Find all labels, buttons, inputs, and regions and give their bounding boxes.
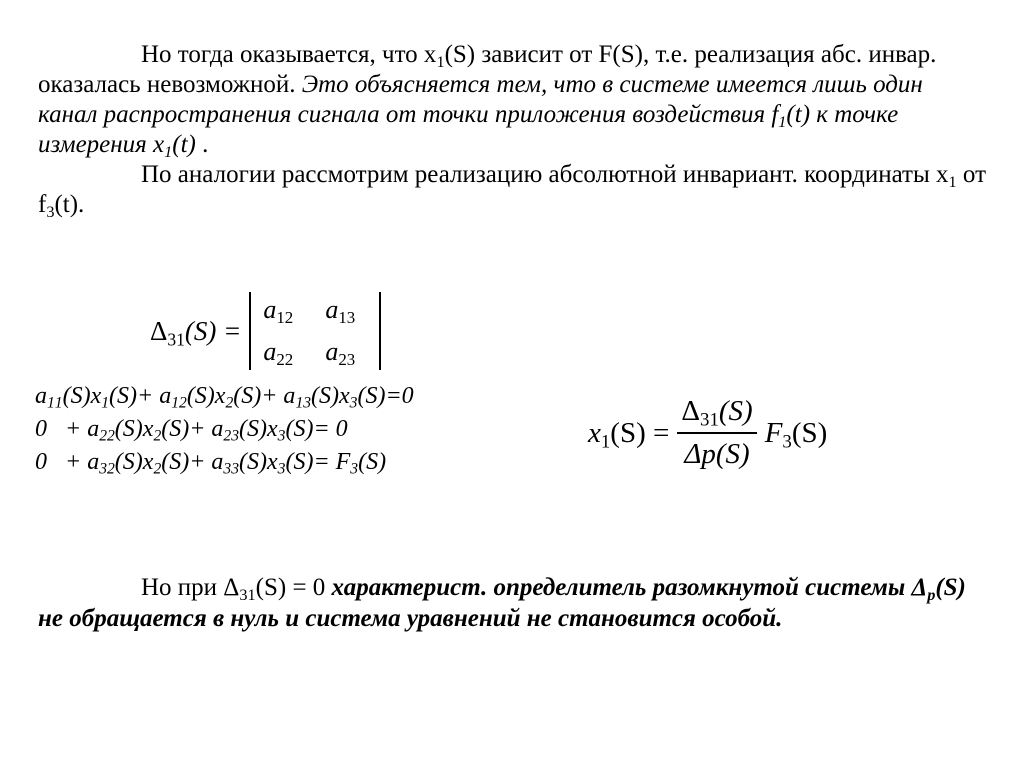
- equation-line: $0 + a_{32}(S)x_2(S)+ a_{33}(S)x_3(S)= F_3(S)$: [35, 449, 387, 478]
- bold-italic-conclusion: характерист. определитель разомкнутой системы $\Delta_p(S)$ не обращается в нуль и система уравнений не становится особой.: [38, 574, 966, 632]
- italic-explanation: Это объясняется тем, что в системе имеется лишь один канал распространения сигнала от точки приложения воздействия $f_1(t)$ к точке измерения $x_1(t)$: [38, 71, 923, 161]
- determinant-formula: [150, 290, 381, 372]
- fraction: [677, 395, 756, 471]
- equation-line: $a_{11}(S)x_1(S)+ a_{12}(S)x_2(S)+ a_{13}(S)x_3(S)=0$: [35, 383, 414, 412]
- paragraph-conclusion: Но при $\Delta_{31}(S) = 0$ характерист. определитель разомкнутой системы $\Delta_p(S)$ не обращается в нуль и система уравнений не становится особой.: [38, 574, 966, 632]
- matrix-cell: $a_{23}$: [325, 337, 356, 370]
- fraction-denominator: Δp(S): [684, 438, 750, 470]
- determinant-lhs: $\Delta_{31}(S)$ =: [150, 315, 242, 349]
- solution-rhs: $F_3(S)$: [764, 416, 828, 453]
- matrix-cell: $a_{12}$: [263, 295, 294, 328]
- solution-formula: [588, 395, 827, 471]
- fraction-numerator: $\Delta_{31}(S)$: [677, 395, 756, 434]
- paragraph-analogy: По аналогии рассмотрим реализацию абсолютной инвариант. координаты $x_1$ от $f_3(t)$.: [38, 161, 987, 221]
- determinant-matrix: [249, 292, 381, 370]
- paragraph-explanation: Но тогда оказывается, что $x_1(S)$ зависит от F(S), т.е. реализация абс. инвар. оказалась невозможной. Это объясняется тем, что в системе имеется лишь один канал распространения сигнала от точки приложения воздействия $f_1(t)$ к точке измерения $x_1(t)$ . По аналогии рассмотрим реализацию абсолютной инвариант. координаты $x_1$ от $f_3(t)$.: [38, 41, 987, 221]
- equation-system: [35, 380, 414, 479]
- matrix-cell: $a_{13}$: [325, 295, 356, 328]
- matrix-cell: $a_{22}$: [263, 337, 294, 370]
- equation-line: $0 + a_{22}(S)x_2(S)+ a_{23}(S)x_3(S)= 0$: [35, 416, 348, 445]
- solution-lhs: $x_1(S)$ =: [588, 416, 670, 453]
